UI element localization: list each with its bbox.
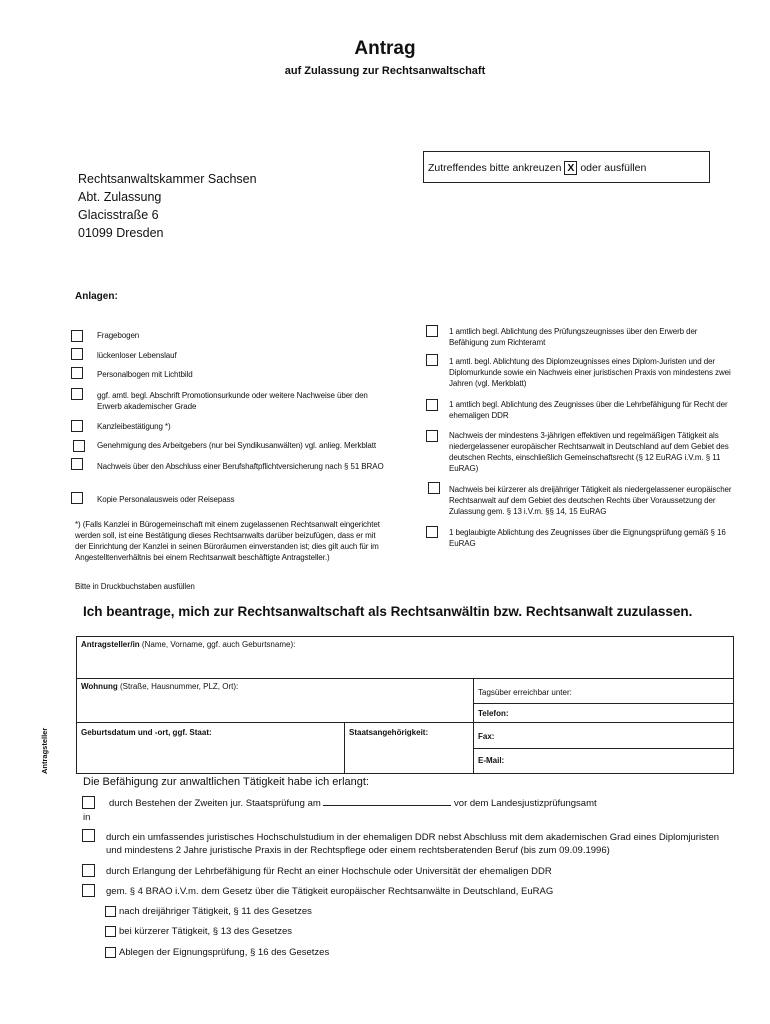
citizenship-label: Staatsangehörigkeit: xyxy=(349,728,429,737)
attachment-checkbox[interactable] xyxy=(71,348,83,360)
attachment-label: Nachweis bei kürzerer als dreijähriger Tätigkeit als niedergelassener europäischer Rechtsanwalt auf dem Gebiet des deutschen Rechts über Voraussetzung der Zulassung gem. § 13 i.V.m. §§ 14, 15 EuRAG xyxy=(449,485,732,516)
residence-hint: (Straße, Hausnummer, PLZ, Ort): xyxy=(119,682,239,691)
attachment-label: Genehmigung des Arbeitgebers (nur bei Syndikusanwälten) vgl. anlieg. Merkblatt xyxy=(97,441,377,450)
qualification-text: durch Erlangung der Lehrbefähigung für Recht an einer Hochschule oder Universität der ehemaligen DDR xyxy=(106,866,552,877)
attachment-label: 1 amtlich begl. Ablichtung des Zeugnisses über die Lehrbefähigung für Recht der ehemaligen DDR xyxy=(449,400,728,420)
reachable-heading xyxy=(473,678,734,704)
recipient-address xyxy=(78,170,257,242)
attachment-label: lückenloser Lebenslauf xyxy=(97,351,177,360)
applicant-label: Antragsteller/in xyxy=(81,640,140,649)
instruction-after: oder ausfüllen xyxy=(580,162,647,174)
instruction-box xyxy=(423,151,710,183)
sub-item-label: bei kürzerer Tätigkeit, § 13 des Gesetzes xyxy=(119,926,293,937)
qualification-checkbox[interactable] xyxy=(82,884,95,897)
qualification-checkbox[interactable] xyxy=(82,864,95,877)
attachment-checkbox[interactable] xyxy=(71,458,83,470)
exam-date-blank[interactable] xyxy=(323,805,451,806)
attachment-checkbox[interactable] xyxy=(71,388,83,400)
qualification-text: gem. § 4 BRAO i.V.m. dem Gesetz über die Tätigkeit europäischer Rechtsanwälte in Deutschland, EuRAG xyxy=(106,886,554,897)
attachment-label: Kanzleibestätigung *) xyxy=(97,422,171,431)
sub-checkbox[interactable] xyxy=(105,906,116,917)
qualification-cont: in xyxy=(83,812,91,823)
attachments-heading: Anlagen: xyxy=(75,291,118,302)
attachment-checkbox[interactable] xyxy=(71,330,83,342)
address-line: Abt. Zulassung xyxy=(78,190,162,204)
application-declaration: Ich beantrage, mich zur Rechtsanwaltschaft als Rechtsanwältin bzw. Rechtsanwalt zuzulassen. xyxy=(83,604,693,619)
attachment-label: 1 beglaubigte Ablichtung des Zeugnisses über die Eignungsprüfung gemäß § 16 EuRAG xyxy=(449,528,726,548)
citizenship-field[interactable] xyxy=(344,722,474,774)
reachable-label: Tagsüber erreichbar unter: xyxy=(478,688,572,697)
attachment-label: Nachweis der mindestens 3-jährigen effektiven und regelmäßigen Tätigkeit als niedergelassener europäischer Rechtsanwalt in Deutschland auf dem Gebiet des deutschen Rechts, einschließlich Gemeinschaftsrecht (§ 12 EuRAG i.V.m. § 11 EuRAG) xyxy=(449,431,729,473)
attachment-checkbox[interactable] xyxy=(426,354,438,366)
attachment-checkbox[interactable] xyxy=(71,367,83,379)
attachment-label: Personalbogen mit Lichtbild xyxy=(97,370,193,379)
phone-field[interactable] xyxy=(473,703,734,723)
attachment-checkbox[interactable] xyxy=(73,440,85,452)
footnote: *) (Falls Kanzlei in Bürogemeinschaft mit einem zugelassenen Rechtsanwalt eingerichtet werden soll, ist eine Bestätigung dieses Rechtsanwalts darüber beizufügen, dass er mit der Einrichtung der Kanzlei in seinen Büroräumen einverstanden ist; dies gilt auch für im Angestelltenverhältnis bei einem Rechtsanwalt beschäftigte Antragsteller.) xyxy=(75,520,380,562)
attachment-checkbox[interactable] xyxy=(71,492,83,504)
attachment-label: Nachweis über den Abschluss einer Berufshaftpflichtversicherung nach § 51 BRAO xyxy=(97,462,384,471)
applicant-hint: (Name, Vorname, ggf. auch Geburtsname): xyxy=(141,640,296,649)
qualification-exam-line xyxy=(109,797,597,810)
attachment-checkbox[interactable] xyxy=(426,399,438,411)
x-mark-sample: X xyxy=(564,161,577,175)
address-line: Rechtsanwaltskammer Sachsen xyxy=(78,172,257,186)
attachment-label: Kopie Personalausweis oder Reisepass xyxy=(97,495,235,504)
qualification-checkbox[interactable] xyxy=(82,796,95,809)
page-title: Antrag xyxy=(354,38,416,59)
sub-checkbox[interactable] xyxy=(105,947,116,958)
residence-label: Wohnung xyxy=(81,682,118,691)
birth-label: Geburtsdatum und -ort, ggf. Staat: xyxy=(81,728,212,737)
applicant-name-field[interactable] xyxy=(76,636,734,679)
attachment-checkbox[interactable] xyxy=(428,482,440,494)
side-label: Antragsteller xyxy=(40,727,49,774)
attachment-checkbox[interactable] xyxy=(71,420,83,432)
qualification-text: durch ein umfassendes juristisches Hochschulstudium in der ehemaligen DDR nebst Abschluss mit dem akademischen Grad eines Diplomjuristen und mindestens 2 Jahre juristische Praxis in der Rechtspflege oder einem rechtsberatenden Beruf (bis zum 09.09.1996) xyxy=(106,832,720,856)
email-label: E-Mail: xyxy=(478,756,505,765)
instruction-text xyxy=(428,161,646,175)
qualification-text: durch Bestehen der Zweiten jur. Staatsprüfung am xyxy=(109,798,321,809)
qualification-heading: Die Befähigung zur anwaltlichen Tätigkeit habe ich erlangt: xyxy=(83,776,369,788)
sub-item-label: nach dreijähriger Tätigkeit, § 11 des Gesetzes xyxy=(119,906,312,917)
attachment-checkbox[interactable] xyxy=(426,430,438,442)
fax-field[interactable] xyxy=(473,722,734,749)
attachment-checkbox[interactable] xyxy=(426,325,438,337)
fax-label: Fax: xyxy=(478,732,495,741)
birth-field[interactable] xyxy=(76,722,345,774)
address-line: 01099 Dresden xyxy=(78,226,164,240)
address-line: Glacisstraße 6 xyxy=(78,208,159,222)
attachment-label: 1 amtl. begl. Ablichtung des Diplomzeugnisses eines Diplom-Juristen und der Diplomurkunde sowie ein Nachweis einer juristischen Praxis von mindestens zwei Jahren (vgl. Merkblatt) xyxy=(449,357,731,388)
attachment-checkbox[interactable] xyxy=(426,526,438,538)
attachment-label: 1 amtlich begl. Ablichtung des Prüfungszeugnisses über den Erwerb der Befähigung zum Richteramt xyxy=(449,327,698,347)
sub-checkbox[interactable] xyxy=(105,926,116,937)
qualification-checkbox[interactable] xyxy=(82,829,95,842)
instruction-before: Zutreffendes bitte ankreuzen xyxy=(428,162,562,174)
attachment-label: ggf. amtl. begl. Abschrift Promotionsurkunde oder weitere Nachweise über den Erwerb akademischer Grade xyxy=(97,391,368,411)
sub-item-label: Ablegen der Eignungsprüfung, § 16 des Gesetzes xyxy=(119,947,330,958)
email-field[interactable] xyxy=(473,748,734,774)
qualification-after: vor dem Landesjustizprüfungsamt xyxy=(454,798,597,809)
attachment-label: Fragebogen xyxy=(97,331,140,340)
phone-label: Telefon: xyxy=(478,709,509,718)
residence-field[interactable] xyxy=(76,678,474,723)
print-hint: Bitte in Druckbuchstaben ausfüllen xyxy=(75,582,195,591)
page-subtitle: auf Zulassung zur Rechtsanwaltschaft xyxy=(284,65,486,77)
